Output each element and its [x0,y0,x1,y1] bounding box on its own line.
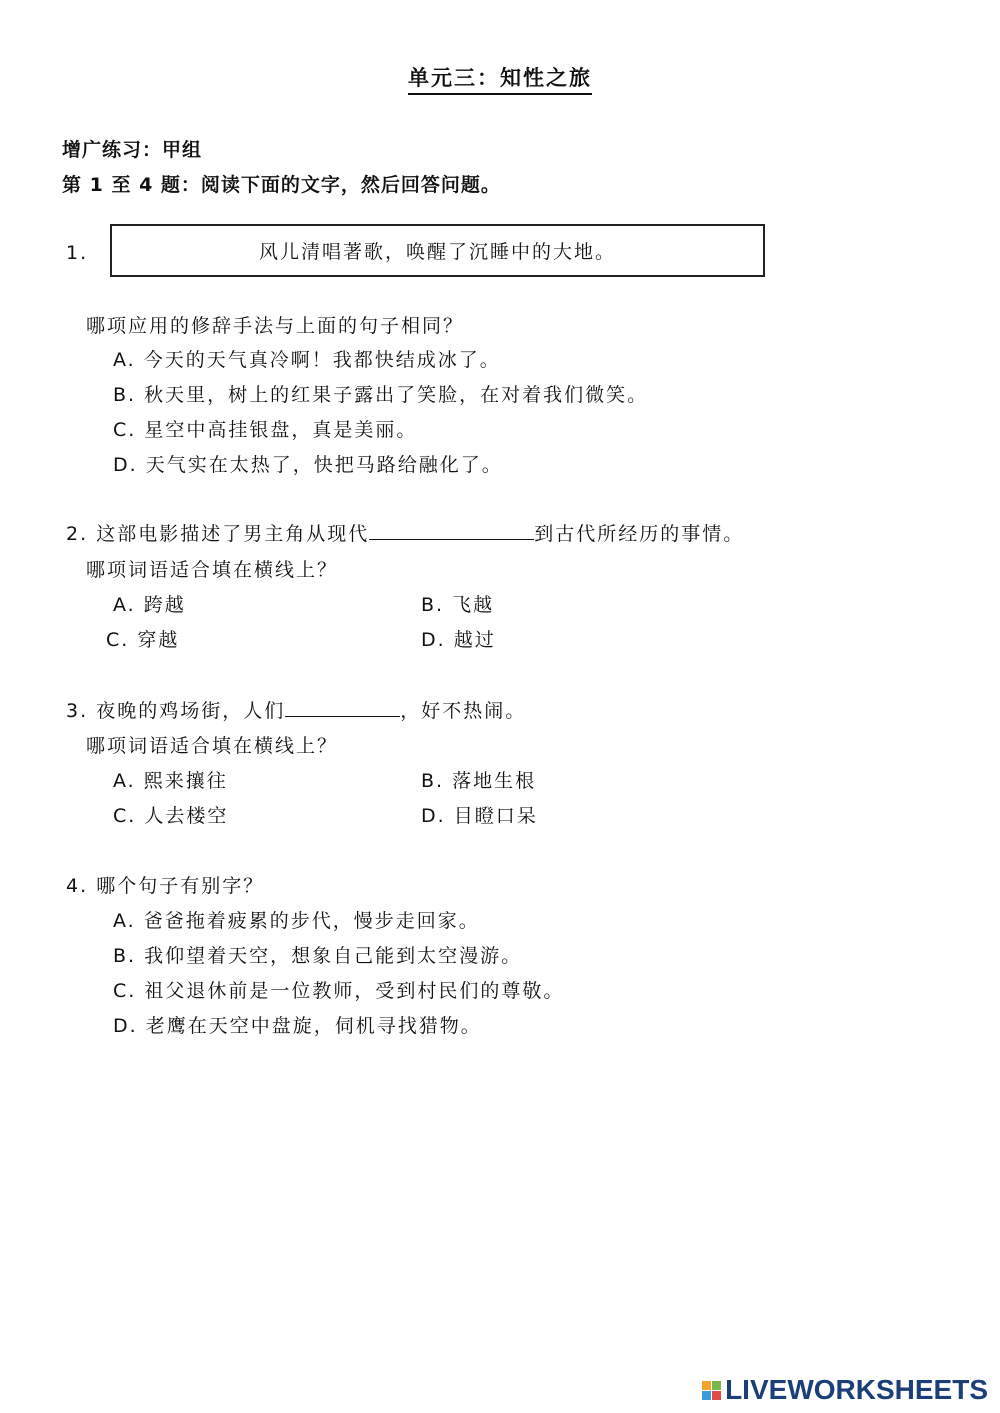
question-4-option-a[interactable] [113,906,480,933]
option-label: B. [421,594,445,616]
question-2-option-a[interactable] [113,590,186,617]
question-3-option-c[interactable] [113,801,228,828]
boxed-sentence-text: 风儿清唱著歌，唤醒了沉睡中的大地。 [258,241,616,263]
logo-square-3 [702,1391,711,1400]
question-number: 2. [66,523,89,545]
option-text: 跨越 [143,594,186,616]
stem-text: 哪个句子有别字？ [96,875,265,897]
option-label: C. [113,805,137,827]
question-3-option-a[interactable] [113,766,228,793]
stem-after-blank: 到古代所经历的事情。 [534,523,745,545]
option-text: 穿越 [137,629,180,651]
option-text: 今天的天气真冷啊！我都快结成冰了。 [143,349,501,371]
question-3-stem [66,696,526,723]
option-label: A. [113,594,136,616]
question-4-option-c[interactable] [113,976,564,1003]
question-1-option-d[interactable] [113,450,503,477]
logo-text: LIVEWORKSHEETS [725,1374,988,1405]
option-label: D. [421,805,446,827]
option-label: A. [113,910,136,932]
question-1-option-b[interactable] [113,380,648,407]
question-1-prompt: 哪项应用的修辞手法与上面的句子相同？ [86,315,465,337]
option-label: B. [113,945,137,967]
option-label: C. [106,629,130,651]
option-label: B. [113,384,137,406]
option-label: D. [113,1015,138,1037]
answer-blank[interactable] [369,521,534,540]
option-label: B. [421,770,445,792]
worksheet-title [0,62,1000,92]
stem-before-blank: 这部电影描述了男主角从现代 [96,523,370,545]
option-text: 天气实在太热了，快把马路给融化了。 [145,454,503,476]
stem-after-blank: ，好不热闹。 [400,700,527,722]
question-2-stem [66,519,744,546]
option-text: 目瞪口呆 [453,805,538,827]
stem-before-blank: 夜晚的鸡场街，人们 [96,700,286,722]
question-number: 4. [66,875,89,897]
question-4-option-b[interactable] [113,941,522,968]
question-2-prompt: 哪项词语适合填在横线上？ [86,559,339,581]
question-2-option-c[interactable] [106,625,179,652]
option-text: 熙来攘往 [143,770,228,792]
option-text: 爸爸拖着疲累的步代，慢步走回家。 [143,910,480,932]
question-1-option-a[interactable] [113,345,501,372]
option-text: 祖父退休前是一位教师，受到村民们的尊敬。 [144,980,565,1002]
option-text: 人去楼空 [144,805,229,827]
question-1-number: 1. [66,242,89,264]
option-text: 老鹰在天空中盘旋，伺机寻找猎物。 [145,1015,482,1037]
logo-mark-icon [702,1381,721,1400]
option-text: 飞越 [452,594,495,616]
option-label: C. [113,980,137,1002]
question-3-option-d[interactable] [421,801,538,828]
option-label: A. [113,770,136,792]
question-1-boxed-sentence [110,224,765,277]
instruction-text: 第 1 至 4 题：阅读下面的文字，然后回答问题。 [62,174,501,196]
question-3-prompt: 哪项词语适合填在横线上？ [86,735,339,757]
option-label: C. [113,419,137,441]
option-text: 我仰望着天空，想象自己能到太空漫游。 [144,945,523,967]
title-text: 单元三：知性之旅 [408,66,592,95]
option-label: D. [421,629,446,651]
option-text: 星空中高挂银盘，真是美丽。 [144,419,418,441]
question-2-option-d[interactable] [421,625,496,652]
question-4-stem [66,871,264,898]
option-text: 秋天里，树上的红果子露出了笑脸，在对着我们微笑。 [144,384,649,406]
liveworksheets-logo[interactable] [702,1373,988,1407]
question-3-option-b[interactable] [421,766,536,793]
logo-square-1 [702,1381,711,1390]
question-2-option-b[interactable] [421,590,494,617]
question-4-option-d[interactable] [113,1011,482,1038]
logo-square-4 [712,1391,721,1400]
answer-blank[interactable] [285,698,400,717]
option-text: 落地生根 [452,770,537,792]
question-1-option-c[interactable] [113,415,417,442]
option-label: A. [113,349,136,371]
question-number: 3. [66,700,89,722]
section-heading: 增广练习：甲组 [62,139,203,161]
option-text: 越过 [453,629,496,651]
logo-square-2 [712,1381,721,1390]
option-label: D. [113,454,138,476]
